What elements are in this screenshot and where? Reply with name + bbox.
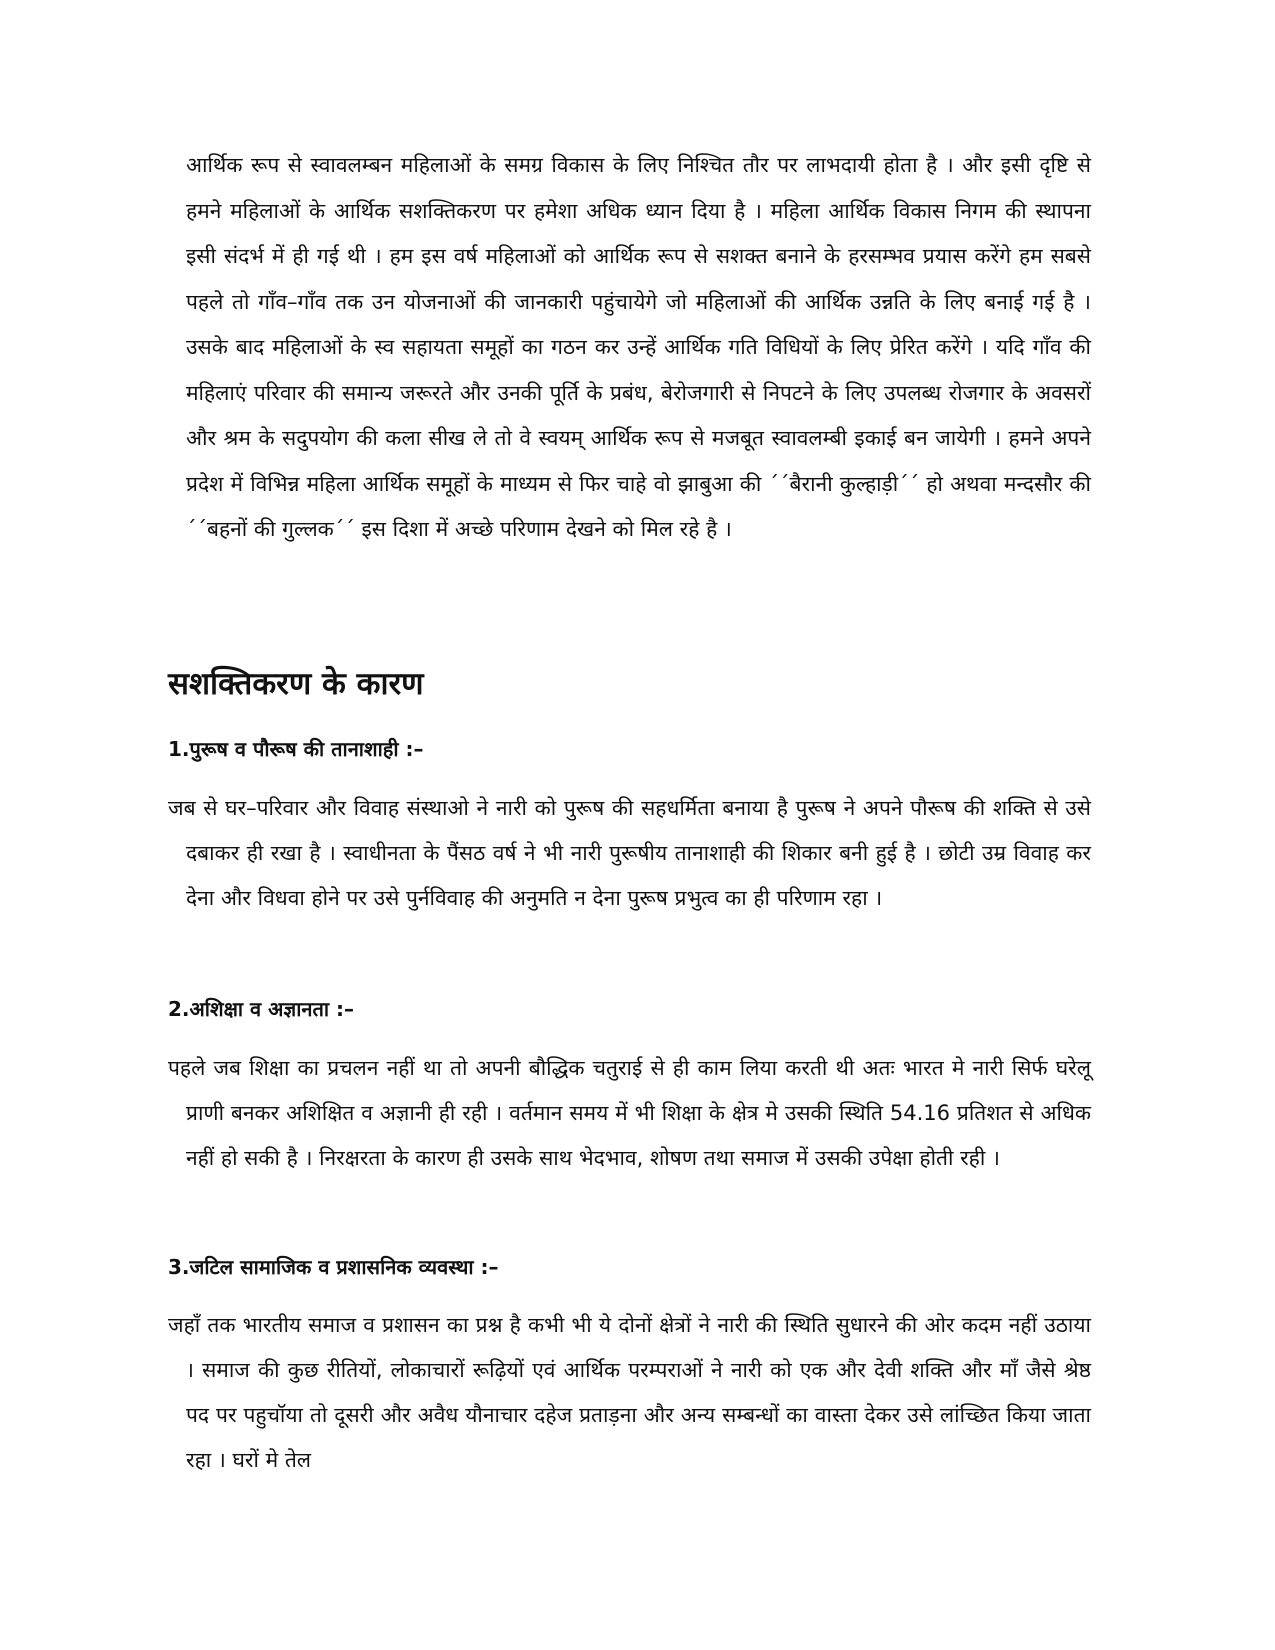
cause-paragraph-2: पहले जब शिक्षा का प्रचलन नहीं था तो अपनी बौद्धिक चतुराई से ही काम लिया करती थी अतः भारत मे नारी सिर्फ घरेलू प्राणी बनकर अशिक्षित व अज्ञानी ही रही । वर्तमान समय में भी शिक्षा के क्षेत्र मे उसकी स्थिति 54.16 प्रतिशत से अधिक नहीं हो सकी है । निरक्षरता के कारण ही उसके साथ भेदभाव, शोषण तथा समाज में उसकी उपेक्षा होती रही । [168,1056,1091,1170]
cause-paragraph-3: जहाँ तक भारतीय समाज व प्रशासन का प्रश्न है कभी भी ये दोनों क्षेत्रों ने नारी की स्थिति सुधारने की ओर कदम नहीं उठाया । समाज की कुछ रीतियों, लोकाचारों रूढ़ियों एवं आर्थिक परम्पराओं ने नारी को एक और देवी शक्ति और माँ जैसे श्रेष्ठ पद पर पहुचॉया तो दूसरी और अवैध यौनाचार दहेज प्रताड़ना और अन्य सम्बन्धों का वास्ता देकर उसे लांच्छित किया जाता रहा । घरों मे तेल [168,1313,1091,1472]
cause-heading-3: 3.जटिल सामाजिक व प्रशासनिक व्यवस्था :– [168,1255,499,1279]
cause-heading-2: 2.अशिक्षा व अज्ञानता :– [168,997,355,1021]
intro-paragraph: आर्थिक रूप से स्वावलम्बन महिलाओं के समग्र विकास के लिए निश्चित तौर पर लाभदायी होता है । और इसी दृष्टि से हमने महिलाओं के आर्थिक सशक्तिकरण पर हमेशा अधिक ध्यान दिया है । महिला आर्थिक विकास निगम की स्थापना इसी संदर्भ में ही गई थी । हम इस वर्ष महिलाओं को आर्थिक रूप से सशक्त बनाने के हरसम्भव प्रयास करेंगे हम सबसे पहले तो गॉंव–गॉंव तक उन योजनाओं की जानकारी पहुंचायेगे जो महिलाओं की आर्थिक उन्नति के लिए बनाई गई है । उसके बाद महिलाओं के स्व सहायता समूहों का गठन कर उन्हें आर्थिक गति विधियों के लिए प्रेरित करेंगे । यदि गॉंव की महिलाएं परिवार की समान्य जरूरते और उनकी पूर्ति के प्रबंध, बेरोजगारी से निपटने के लिए उपलब्ध रोजगार के अवसरों और श्रम के सदुपयोग की कला सीख ले तो वे स्वयम् आर्थिक रूप से मजबूत स्वावलम्बी इकाई बन जायेगी । हमने अपने प्रदेश में विभिन्न महिला आर्थिक समूहों के माध्यम से फिर चाहे वो झाबुआ की ´´बैरानी कुल्हाड़ी´´ हो अथवा मन्दसौर की ´´बहनों की गुल्लक´´ इस दिशा में अच्छे परिणाम देखने को मिल रहे है । [186,153,1091,541]
cause-paragraph-1: जब से घर–परिवार और विवाह संस्थाओ ने नारी को पुरूष की सहधर्मिता बनाया है पुरूष ने अपने पौरूष की शक्ति से उसे दबाकर ही रखा है । स्वाधीनता के पैंसठ वर्ष ने भी नारी पुरूषीय तानाशाही की शिकार बनी हुई है । छोटी उम्र विवाह कर देना और विधवा होने पर उसे पुर्नविवाह की अनुमति न देना पुरूष प्रभुत्व का ही परिणाम रहा । [168,796,1091,910]
section-heading: सशक्तिकरण के कारण [168,666,424,702]
cause-heading-1: 1.पुरूष व पौरूष की तानाशाही :– [168,737,424,761]
